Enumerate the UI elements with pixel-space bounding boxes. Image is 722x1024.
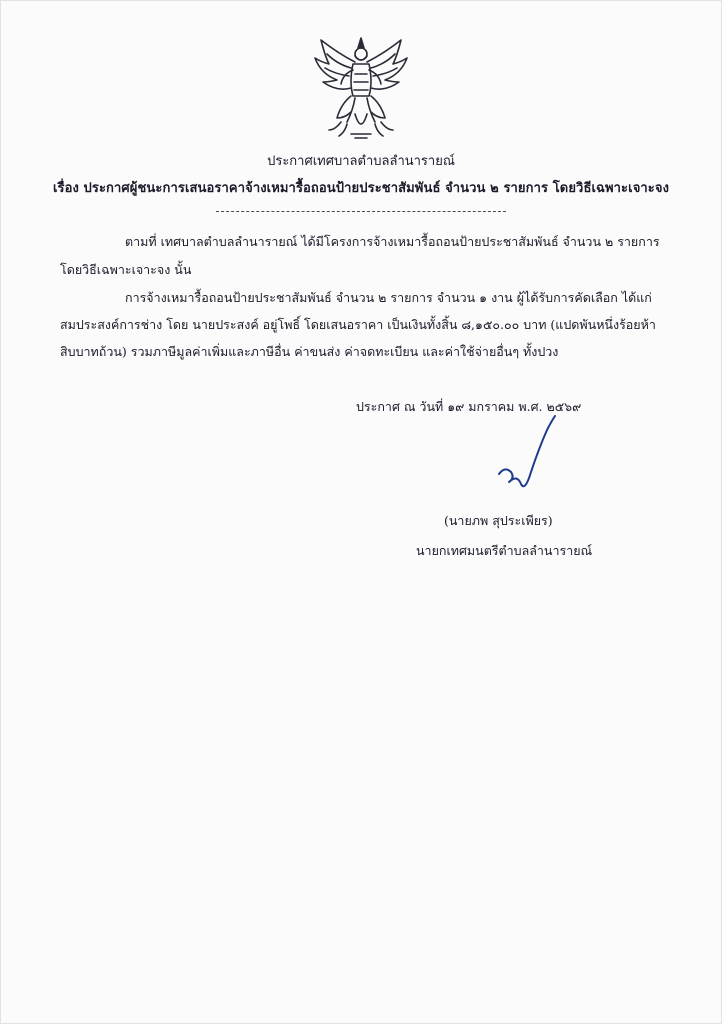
signer-title: นายกเทศมนตรีตำบลลำนารายณ์ [416,543,593,558]
paragraph-2-line-2: สมประสงค์การช่าง โดย นายประสงค์ อยู่โพธิ์ โดยเสนอราคา เป็นเงินทั้งสิ้น ๘,๑๕๐.๐๐ บาท (แปดพันหนึ่งร้อยห้า [60,317,656,332]
paragraph-1-line-1: ตามที่ เทศบาลตำบลลำนารายณ์ ได้มีโครงการจ้างเหมารื้อถอนป้ายประชาสัมพันธ์ จำนวน ๒ รายการ [125,234,660,249]
announce-date: ประกาศ ณ วันที่ ๑๙ มกราคม พ.ศ. ๒๕๖๙ [356,399,582,414]
divider-line [216,211,506,212]
announcement-subject: เรื่อง ประกาศผู้ชนะการเสนอราคาจ้างเหมารื้อถอนป้ายประชาสัมพันธ์ จำนวน ๒ รายการ โดยวิธีเฉพาะเจาะจง [52,181,670,196]
announcement-heading: ประกาศเทศบาลตำบลลำนารายณ์ [267,154,455,169]
paragraph-2-line-1: การจ้างเหมารื้อถอนป้ายประชาสัมพันธ์ จำนวน ๒ รายการ จำนวน ๑ งาน ผู้ได้รับการคัดเลือก ได้แก่ [125,290,652,305]
paragraph-2-line-3: สิบบาทถ้วน) รวมภาษีมูลค่าเพิ่มและภาษีอื่น ค่าขนส่ง ค่าจดทะเบียน และค่าใช้จ่ายอื่นๆ ทั้งปวง [60,344,559,359]
signature-icon [497,412,557,500]
paragraph-1-line-2: โดยวิธีเฉพาะเจาะจง นั้น [60,262,192,277]
signer-name: (นายภพ สุประเพียร) [444,513,553,528]
garuda-emblem-icon [311,34,411,142]
